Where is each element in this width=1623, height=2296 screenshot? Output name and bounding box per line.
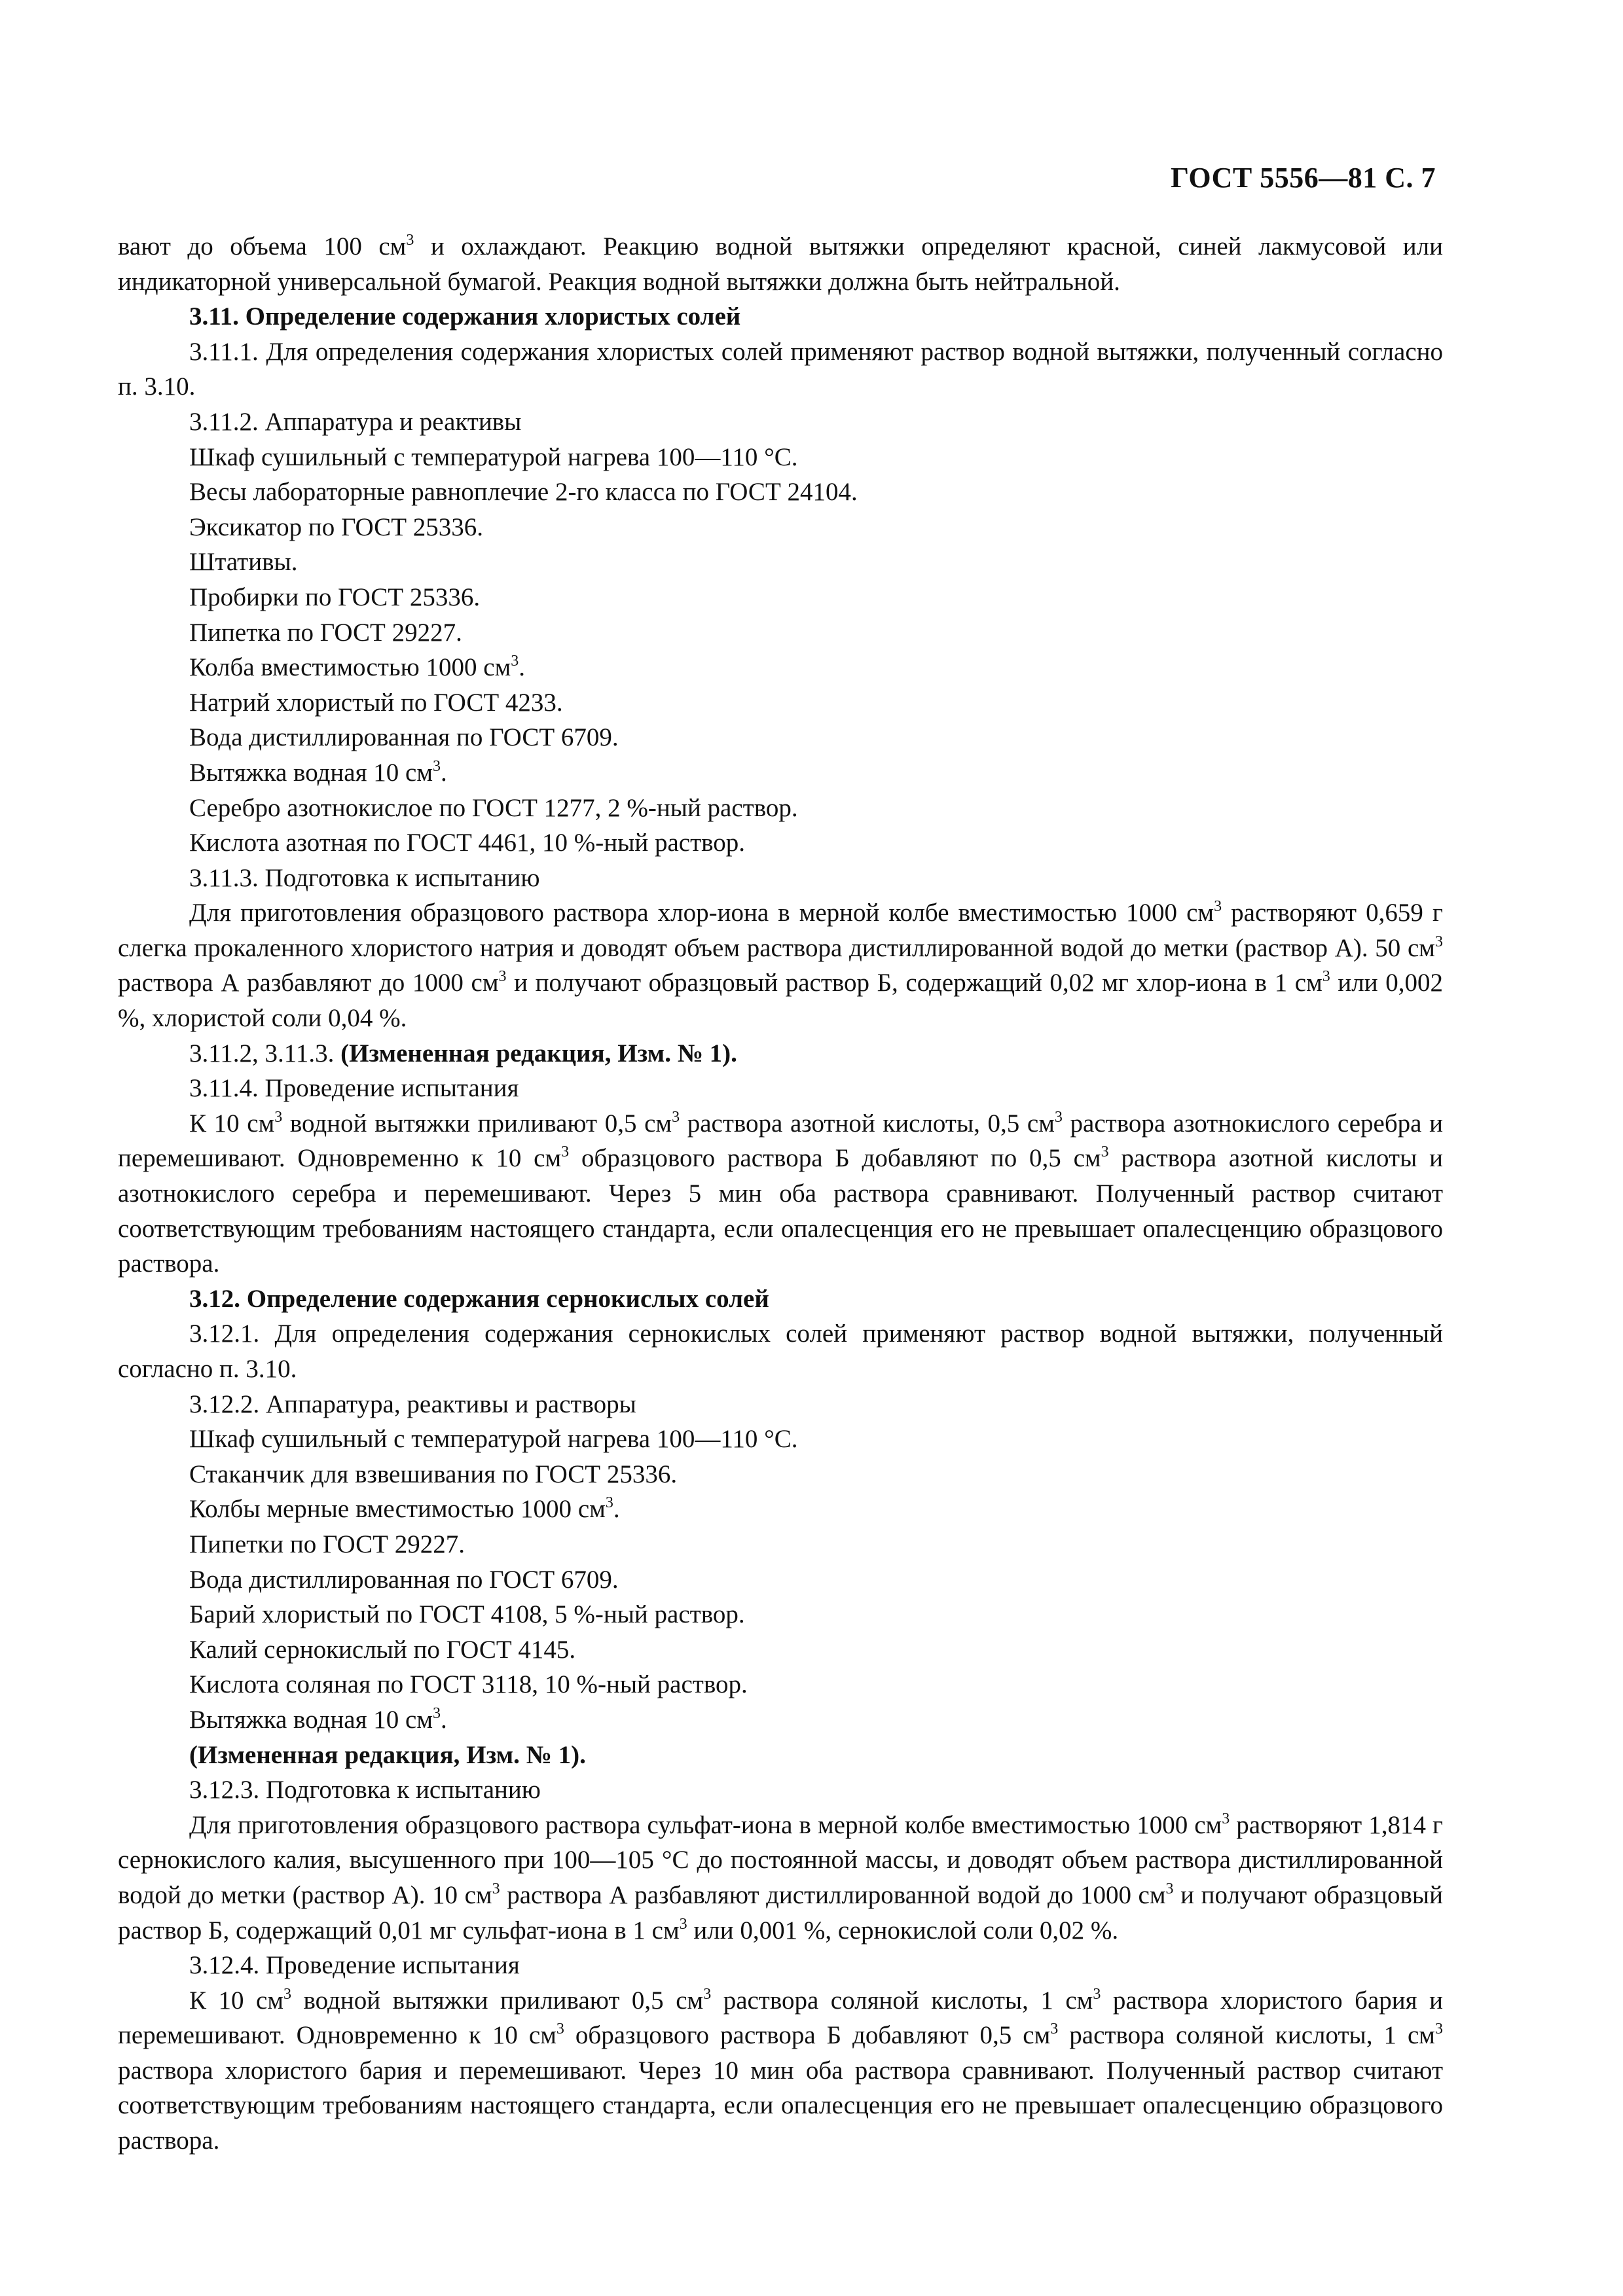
section-title-3-11: 3.11. Определение содержания хлористых солей [189,302,741,331]
paragraph-water-extract-end: вают до объема 100 $см^3$ и охлаждают. Реакцию водной вытяжки определяют красной, синей лакмусовой или индикаторной универсальной бумагой. Реакция водной вытяжки должна быть нейтральной. [118,232,1443,296]
paragraph-3-12-1: 3.12.1. Для определения содержания сернокислых солей применяют раствор водной вытяжки, полученный согласно п. 3.10. [118,1319,1443,1383]
paragraph-3-11-3-text: Для приготовления образцового раствора хлор-иона в мерной колбе вместимостью 1000 $см^3$ растворяют 0,659 г слегка прокаленного хлористого натрия и доводят объем раствора дистиллированной водой до метки (раствор А). 50 $см^3$ раствора А разбавляют до 1000 $см^3$ и получают образцовый раствор Б, содержащий 0,02 мг хлор-иона в 1 $см^3$ или 0,002 %, хлористой соли 0,04 %. [118,898,1443,1033]
list-item: Стаканчик для взвешивания по ГОСТ 25336. [189,1460,678,1488]
paragraph-3-11-4-text: К 10 $см^3$ водной вытяжки приливают 0,5 $см^3$ раствора азотной кислоты, 0,5 $см^3$ раствора азотнокислого серебра и перемешивают. Одновременно к 10 $см^3$ образцового раствора Б добавляют по 0,5 $см^3$ раствора азотной кислоты и азотнокислого серебра и перемешивают. Через 5 мин оба раствора сравнивают. Полученный раствор считают соответствующим требованиям настоящего стандарта, если опалесценция его не превышает опалесценцию образцового раствора. [118,1108,1443,1278]
list-item: Весы лабораторные равноплечие 2-го класса по ГОСТ 24104. [189,478,858,507]
paragraph-3-12-3-text: Для приготовления образцового раствора сульфат-иона в мерной колбе вместимостью 1000 $см^3$ растворяют 1,814 г сернокислого калия, высушенного при 100—105 °С до постоянной массы, и доводят объем раствора дистиллированной водой до метки (раствор А). 10 $см^3$ раствора А разбавляют дистиллированной водой до 1000 $см^3$ и получают образцовый раствор Б, содержащий 0,01 мг сульфат-иона в 1 $см^3$ или 0,001 %, сернокислой соли 0,02 %. [118,1810,1443,1945]
paragraph-3-11-4: 3.11.4. Проведение испытания [189,1074,519,1103]
list-item: Вода дистиллированная по ГОСТ 6709. [189,1565,619,1594]
list-item: Пипетки по ГОСТ 29227. [189,1530,465,1558]
amendment-note: (Измененная редакция, Изм. № 1). [189,1740,586,1769]
list-item: Колба вместимостью 1000 $см^3$. [189,653,526,682]
paragraph-3-12-4-text: К 10 $см^3$ водной вытяжки приливают 0,5 $см^3$ раствора соляной кислоты, 1 $см^3$ раствора хлористого бария и перемешивают. Одновременно к 10 $см^3$ образцового раствора Б добавляют 0,5 $см^3$ раствора соляной кислоты, 1 $см^3$ раствора хлористого бария и перемешивают. Через 10 мин оба раствора сравнивают. Полученный раствор считают соответствующим требованиям настоящего стандарта, если опалесценция его не превышает опалесценцию образцового раствора. [118,1985,1443,2155]
list-item: Калий сернокислый по ГОСТ 4145. [189,1635,576,1664]
list-item: Эксикатор по ГОСТ 25336. [189,512,484,541]
paragraph-3-12-4: 3.12.4. Проведение испытания [189,1951,520,1980]
amendment-note: 3.11.2, 3.11.3. (Измененная редакция, Изм. № 1). [189,1039,737,1067]
list-item: Колбы мерные вместимостью 1000 $см^3$. [189,1494,620,1524]
list-item: Шкаф сушильный с температурой нагрева 100—110 °С. [189,1425,798,1454]
list-item: Вытяжка водная 10 $см^3$. [189,757,447,787]
list-item: Пипетка по ГОСТ 29227. [189,618,462,647]
document-body [118,229,1443,2159]
paragraph-3-12-2: 3.12.2. Аппаратура, реактивы и растворы [189,1390,636,1418]
list-item: Барий хлористый по ГОСТ 4108, 5 %-ный раствор. [189,1600,745,1629]
list-item: Вытяжка водная 10 $см^3$. [189,1704,447,1734]
page-header: ГОСТ 5556—81 С. 7 [1170,162,1436,194]
list-item: Кислота соляная по ГОСТ 3118, 10 %-ный раствор. [189,1670,748,1699]
section-title-3-12: 3.12. Определение содержания сернокислых солей [189,1284,769,1313]
paragraph-3-11-1: 3.11.1. Для определения содержания хлористых солей применяют раствор водной вытяжки, полученный согласно п. 3.10. [118,337,1443,401]
list-item: Вода дистиллированная по ГОСТ 6709. [189,723,619,752]
list-item: Пробирки по ГОСТ 25336. [189,583,481,611]
list-item: Штативы. [189,548,298,577]
list-item: Серебро азотнокислое по ГОСТ 1277, 2 %-ный раствор. [189,793,798,822]
paragraph-3-11-3: 3.11.3. Подготовка к испытанию [189,863,540,892]
paragraph-3-12-3: 3.12.3. Подготовка к испытанию [189,1776,541,1804]
unit-cm3: $см^3$ [378,232,414,260]
list-item: Кислота азотная по ГОСТ 4461, 10 %-ный раствор. [189,829,746,857]
paragraph-3-11-2: 3.11.2. Аппаратура и реактивы [189,407,522,436]
list-item: Шкаф сушильный с температурой нагрева 100—110 °С. [189,442,798,471]
list-item: Натрий хлористый по ГОСТ 4233. [189,688,563,717]
